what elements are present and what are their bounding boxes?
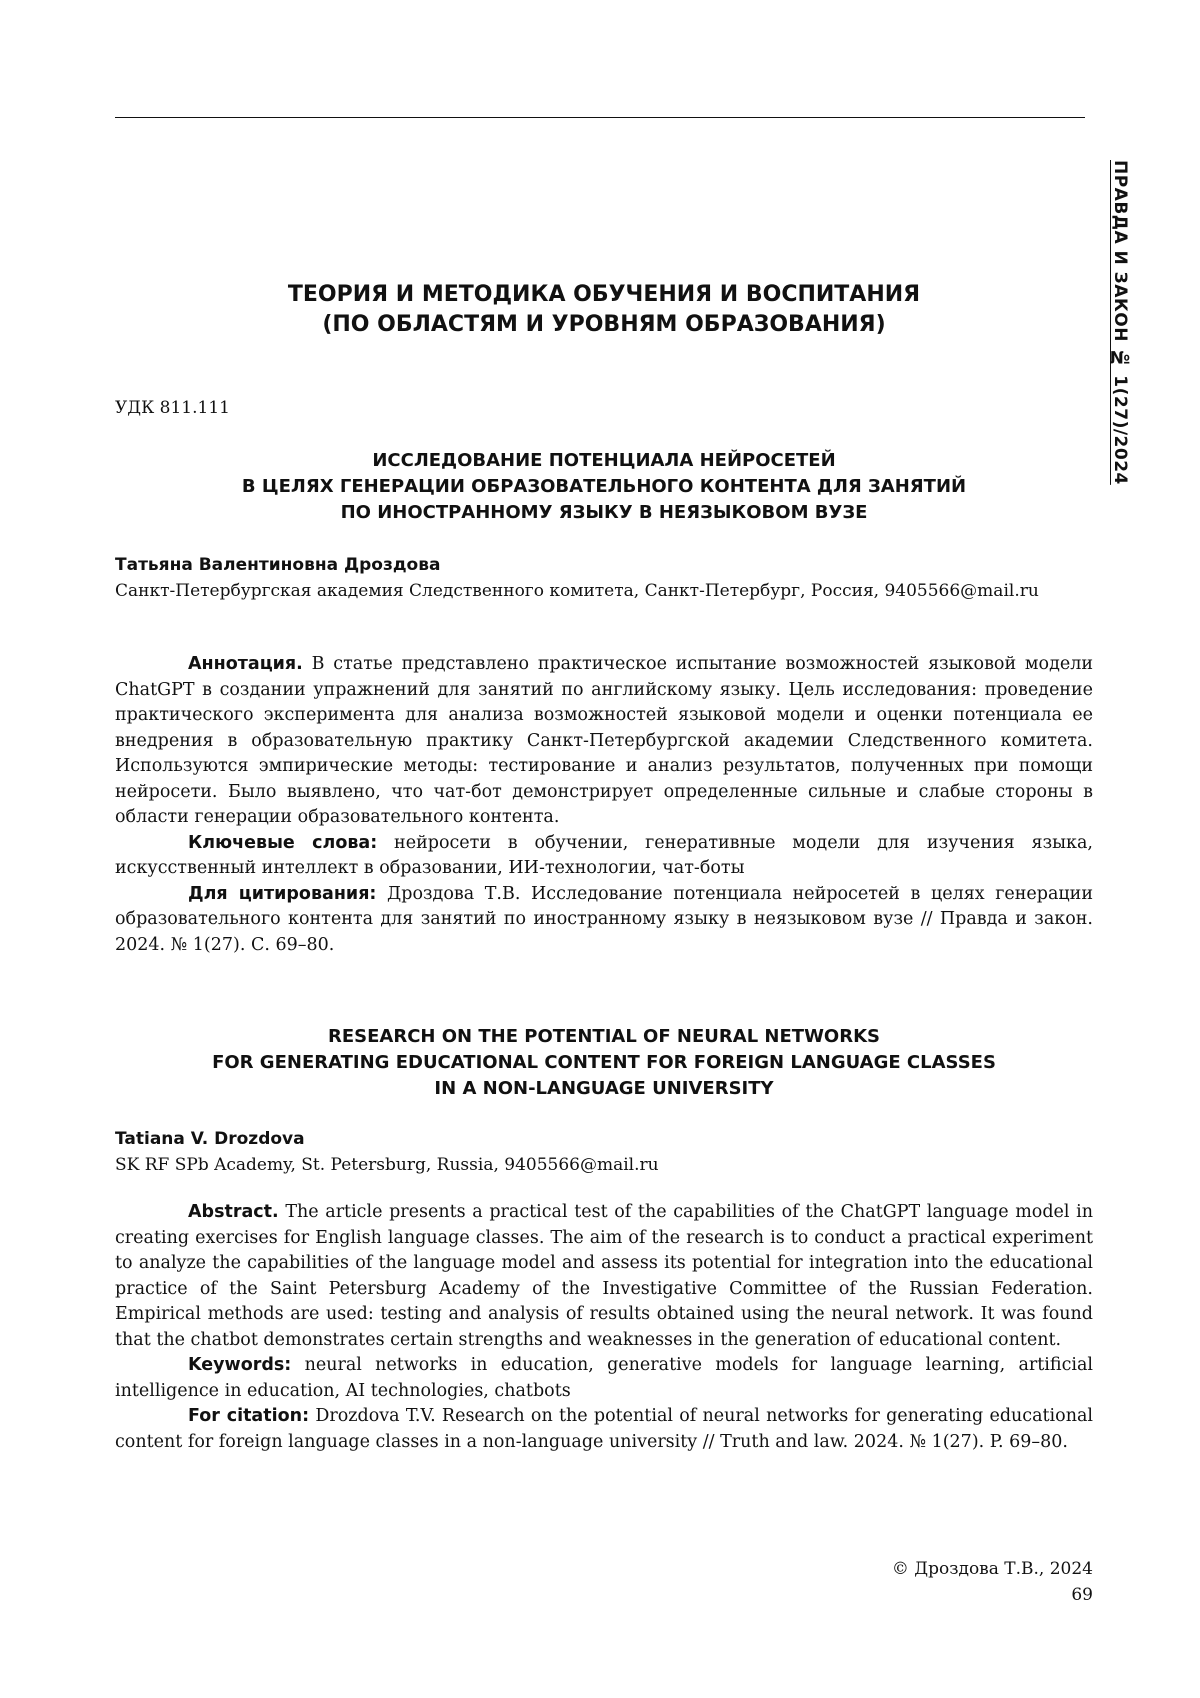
title-line: В ЦЕЛЯХ ГЕНЕРАЦИИ ОБРАЗОВАТЕЛЬНОГО КОНТЕНТА ДЛЯ ЗАНЯТИЙ (241, 476, 967, 497)
title-line: ПО ИНОСТРАННОМУ ЯЗЫКУ В НЕЯЗЫКОВОМ ВУЗЕ (340, 502, 868, 523)
keywords-label: Ключевые слова: (188, 832, 378, 853)
author-name: Tatiana V. Drozdova (115, 1129, 305, 1149)
citation-paragraph (115, 1404, 1093, 1455)
author-block-en (115, 1126, 1093, 1178)
keywords-paragraph (115, 831, 1093, 882)
abstract-block-en (115, 1200, 1093, 1455)
keywords-text: нейросети в обучении, генеративные модели для изучения языка, искусственный интеллект в образовании, ИИ-технологии, чат-боты (115, 832, 1093, 878)
page-number: 69 (1071, 1585, 1093, 1605)
article-title-en (115, 1024, 1093, 1102)
author-affiliation: SK RF SPb Academy, St. Petersburg, Russia, 9405566@mail.ru (115, 1155, 659, 1175)
abstract-paragraph (115, 652, 1093, 831)
abstract-label: Аннотация. (188, 654, 303, 674)
header-rule (115, 117, 1085, 118)
abstract-paragraph (115, 1200, 1093, 1353)
author-block-ru (115, 552, 1093, 604)
copyright-notice: © Дроздова Т.В., 2024 (891, 1559, 1093, 1579)
title-line: ИССЛЕДОВАНИЕ ПОТЕНЦИАЛА НЕЙРОСЕТЕЙ (372, 450, 836, 471)
section-title-line: ТЕОРИЯ И МЕТОДИКА ОБУЧЕНИЯ И ВОСПИТАНИЯ (287, 282, 921, 307)
section-title-line: (ПО ОБЛАСТЯМ И УРОВНЯМ ОБРАЗОВАНИЯ) (322, 312, 886, 337)
article-title-ru (115, 448, 1093, 526)
citation-text: Дроздова Т.В. Исследование потенциала нейросетей в целях генерации образовательного контента для занятий по иностранному языку в неязыковом вузе // Правда и закон. 2024. № 1(27). С. 69–80. (115, 883, 1093, 955)
section-title (115, 280, 1093, 340)
abstract-label: Abstract. (188, 1202, 279, 1222)
title-line: IN A NON-LANGUAGE UNIVERSITY (434, 1078, 774, 1099)
footer (892, 1556, 1093, 1608)
udc-code: УДК 811.111 (115, 398, 230, 418)
abstract-text: В статье представлено практическое испытание возможностей языковой модели ChatGPT в создании упражнений для занятий по английскому языку. Цель исследования: проведение практического эксперимента для анализа возможностей языковой модели и оценки потенциала ее внедрения в образовательную практику Санкт-Петербургской академии Следственного комитета. Используются эмпирические методы: тестирование и анализ результатов, полученных при помощи нейросети. Было выявлено, что чат-бот демонстрирует определенные сильные и слабые стороны в области генерации образовательного контента. (115, 654, 1093, 827)
citation-label: Для цитирования: (188, 883, 377, 904)
keywords-label: Keywords: (188, 1355, 292, 1375)
abstract-block-ru (115, 652, 1093, 958)
author-affiliation: Санкт-Петербургская академия Следственного комитета, Санкт-Петербург, Россия, 9405566@mail.ru (115, 581, 1039, 601)
keywords-text: neural networks in education, generative models for language learning, artificial intelligence in education, AI technologies, chatbots (115, 1355, 1093, 1401)
journal-running-title: ПРАВДА И ЗАКОН № 1(27)/2024 (1110, 160, 1130, 485)
abstract-text: The article presents a practical test of the capabilities of the ChatGPT language model in creating exercises for English language classes. The aim of the research is to conduct a practical experiment to analyze the capabilities of the language model and assess its potential for integration into the educational practice of the Saint Petersburg Academy of the Investigative Committee of the Russian Federation. Empirical methods are used: testing and analysis of results obtained using the neural network. It was found that the chatbot demonstrates certain strengths and weaknesses in the generation of educational content. (115, 1202, 1093, 1350)
keywords-paragraph (115, 1353, 1093, 1404)
citation-paragraph (115, 882, 1093, 959)
citation-label: For citation: (188, 1406, 310, 1426)
author-name: Татьяна Валентиновна Дроздова (115, 555, 441, 575)
title-line: FOR GENERATING EDUCATIONAL CONTENT FOR FOREIGN LANGUAGE CLASSES (212, 1052, 996, 1073)
citation-text: Drozdova T.V. Research on the potential of neural networks for generating educational content for foreign language classes in a non-language university // Truth and law. 2024. № 1(27). P. 69–80. (115, 1406, 1093, 1452)
title-line: RESEARCH ON THE POTENTIAL OF NEURAL NETWORKS (328, 1026, 880, 1047)
